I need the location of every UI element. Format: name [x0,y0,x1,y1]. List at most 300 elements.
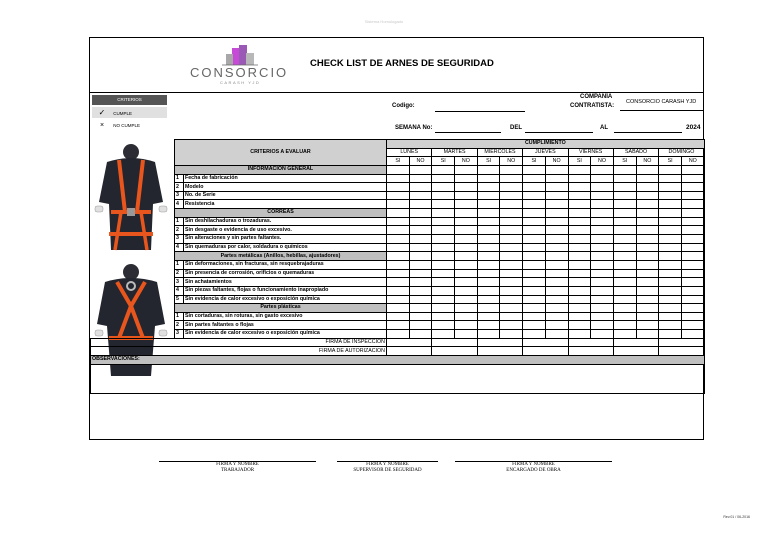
check-cell[interactable] [545,217,568,226]
check-cell[interactable] [545,165,568,174]
check-cell[interactable] [387,330,410,339]
check-cell[interactable] [613,278,636,287]
check-cell[interactable] [387,321,410,330]
check-cell[interactable] [545,304,568,313]
check-cell[interactable] [409,217,432,226]
check-cell[interactable] [681,269,704,278]
check-cell[interactable] [568,217,591,226]
check-cell[interactable] [636,269,659,278]
check-cell[interactable] [613,304,636,313]
check-cell[interactable] [613,174,636,183]
check-cell[interactable] [613,217,636,226]
check-cell[interactable] [681,165,704,174]
check-cell[interactable] [409,278,432,287]
check-cell[interactable] [568,269,591,278]
check-cell[interactable] [659,252,682,261]
check-cell[interactable] [659,278,682,287]
check-cell[interactable] [523,269,546,278]
check-cell[interactable] [568,191,591,200]
check-cell[interactable] [523,243,546,252]
check-cell[interactable] [477,226,500,235]
check-cell[interactable] [636,200,659,209]
check-cell[interactable] [387,165,410,174]
check-cell[interactable] [387,286,410,295]
check-cell[interactable] [500,295,523,304]
semana-field[interactable] [435,132,501,133]
check-cell[interactable] [432,304,455,313]
signature-cell[interactable] [432,338,477,347]
check-cell[interactable] [659,312,682,321]
signature-cell[interactable] [613,338,658,347]
check-cell[interactable] [477,321,500,330]
signature-cell[interactable] [568,347,613,356]
check-cell[interactable] [523,312,546,321]
check-cell[interactable] [455,183,478,192]
check-cell[interactable] [659,330,682,339]
check-cell[interactable] [523,217,546,226]
check-cell[interactable] [613,243,636,252]
check-cell[interactable] [681,183,704,192]
signature-cell[interactable] [477,347,522,356]
check-cell[interactable] [568,200,591,209]
check-cell[interactable] [659,209,682,218]
check-cell[interactable] [432,243,455,252]
check-cell[interactable] [568,165,591,174]
observaciones-field[interactable] [91,364,705,393]
check-cell[interactable] [681,226,704,235]
check-cell[interactable] [681,304,704,313]
check-cell[interactable] [455,286,478,295]
check-cell[interactable] [636,183,659,192]
check-cell[interactable] [523,174,546,183]
check-cell[interactable] [387,217,410,226]
check-cell[interactable] [477,269,500,278]
check-cell[interactable] [500,235,523,244]
check-cell[interactable] [477,286,500,295]
check-cell[interactable] [681,252,704,261]
check-cell[interactable] [409,252,432,261]
check-cell[interactable] [636,321,659,330]
check-cell[interactable] [432,321,455,330]
check-cell[interactable] [568,321,591,330]
check-cell[interactable] [568,226,591,235]
check-cell[interactable] [387,295,410,304]
check-cell[interactable] [523,286,546,295]
check-cell[interactable] [545,330,568,339]
check-cell[interactable] [681,243,704,252]
check-cell[interactable] [681,200,704,209]
check-cell[interactable] [387,269,410,278]
check-cell[interactable] [477,243,500,252]
check-cell[interactable] [523,183,546,192]
check-cell[interactable] [636,235,659,244]
check-cell[interactable] [500,260,523,269]
check-cell[interactable] [545,243,568,252]
check-cell[interactable] [613,286,636,295]
check-cell[interactable] [432,235,455,244]
check-cell[interactable] [591,312,614,321]
check-cell[interactable] [659,183,682,192]
check-cell[interactable] [432,252,455,261]
check-cell[interactable] [681,260,704,269]
check-cell[interactable] [523,226,546,235]
check-cell[interactable] [500,217,523,226]
check-cell[interactable] [591,191,614,200]
check-cell[interactable] [545,286,568,295]
check-cell[interactable] [568,312,591,321]
check-cell[interactable] [545,252,568,261]
check-cell[interactable] [613,295,636,304]
check-cell[interactable] [500,174,523,183]
check-cell[interactable] [432,174,455,183]
check-cell[interactable] [568,235,591,244]
check-cell[interactable] [387,209,410,218]
check-cell[interactable] [409,226,432,235]
check-cell[interactable] [477,217,500,226]
check-cell[interactable] [409,269,432,278]
check-cell[interactable] [455,304,478,313]
check-cell[interactable] [455,209,478,218]
check-cell[interactable] [477,295,500,304]
check-cell[interactable] [455,217,478,226]
check-cell[interactable] [523,304,546,313]
check-cell[interactable] [591,269,614,278]
check-cell[interactable] [613,252,636,261]
check-cell[interactable] [636,260,659,269]
check-cell[interactable] [636,312,659,321]
check-cell[interactable] [500,226,523,235]
check-cell[interactable] [477,330,500,339]
check-cell[interactable] [500,321,523,330]
check-cell[interactable] [409,321,432,330]
signature-cell[interactable] [523,347,568,356]
check-cell[interactable] [477,304,500,313]
check-cell[interactable] [409,243,432,252]
check-cell[interactable] [523,191,546,200]
check-cell[interactable] [591,165,614,174]
check-cell[interactable] [477,235,500,244]
check-cell[interactable] [636,295,659,304]
check-cell[interactable] [591,200,614,209]
check-cell[interactable] [681,217,704,226]
check-cell[interactable] [591,286,614,295]
check-cell[interactable] [613,200,636,209]
check-cell[interactable] [681,321,704,330]
check-cell[interactable] [568,295,591,304]
check-cell[interactable] [681,286,704,295]
signature-cell[interactable] [659,338,704,347]
check-cell[interactable] [613,260,636,269]
check-cell[interactable] [613,321,636,330]
check-cell[interactable] [591,226,614,235]
check-cell[interactable] [591,304,614,313]
check-cell[interactable] [545,191,568,200]
check-cell[interactable] [681,235,704,244]
check-cell[interactable] [455,260,478,269]
check-cell[interactable] [523,252,546,261]
signature-cell[interactable] [387,338,432,347]
check-cell[interactable] [591,183,614,192]
check-cell[interactable] [432,209,455,218]
check-cell[interactable] [432,200,455,209]
check-cell[interactable] [568,304,591,313]
check-cell[interactable] [500,286,523,295]
check-cell[interactable] [568,260,591,269]
check-cell[interactable] [545,260,568,269]
check-cell[interactable] [613,312,636,321]
check-cell[interactable] [636,304,659,313]
signature-cell[interactable] [659,347,704,356]
check-cell[interactable] [500,200,523,209]
check-cell[interactable] [613,269,636,278]
check-cell[interactable] [659,295,682,304]
check-cell[interactable] [387,260,410,269]
check-cell[interactable] [432,165,455,174]
check-cell[interactable] [477,312,500,321]
check-cell[interactable] [681,312,704,321]
check-cell[interactable] [432,312,455,321]
check-cell[interactable] [636,174,659,183]
check-cell[interactable] [409,174,432,183]
check-cell[interactable] [432,226,455,235]
check-cell[interactable] [591,278,614,287]
check-cell[interactable] [568,243,591,252]
check-cell[interactable] [613,183,636,192]
check-cell[interactable] [681,330,704,339]
check-cell[interactable] [477,191,500,200]
check-cell[interactable] [477,209,500,218]
check-cell[interactable] [432,269,455,278]
check-cell[interactable] [636,252,659,261]
check-cell[interactable] [591,209,614,218]
check-cell[interactable] [568,174,591,183]
check-cell[interactable] [523,209,546,218]
check-cell[interactable] [659,304,682,313]
header-note: Sistema Homologado [364,19,404,24]
check-cell[interactable] [500,278,523,287]
check-cell[interactable] [387,278,410,287]
check-cell[interactable] [500,191,523,200]
check-cell[interactable] [387,235,410,244]
check-cell[interactable] [477,183,500,192]
check-cell[interactable] [568,330,591,339]
check-cell[interactable] [613,330,636,339]
check-cell[interactable] [659,286,682,295]
check-cell[interactable] [636,209,659,218]
check-cell[interactable] [636,191,659,200]
check-cell[interactable] [636,165,659,174]
check-cell[interactable] [523,260,546,269]
signature-cell[interactable] [613,347,658,356]
check-cell[interactable] [387,243,410,252]
check-cell[interactable] [636,286,659,295]
check-cell[interactable] [545,321,568,330]
check-cell[interactable] [409,286,432,295]
check-cell[interactable] [659,260,682,269]
check-cell[interactable] [500,165,523,174]
check-cell[interactable] [659,191,682,200]
check-cell[interactable] [387,191,410,200]
check-cell[interactable] [477,260,500,269]
check-cell[interactable] [455,165,478,174]
check-cell[interactable] [545,312,568,321]
check-cell[interactable] [500,183,523,192]
check-cell[interactable] [636,278,659,287]
check-cell[interactable] [591,260,614,269]
check-cell[interactable] [432,286,455,295]
check-cell[interactable] [681,278,704,287]
check-cell[interactable] [455,252,478,261]
check-cell[interactable] [523,200,546,209]
check-cell[interactable] [659,269,682,278]
check-cell[interactable] [409,165,432,174]
signature-cell[interactable] [387,347,432,356]
check-cell[interactable] [409,191,432,200]
check-cell[interactable] [636,217,659,226]
check-cell[interactable] [409,295,432,304]
check-cell[interactable] [568,209,591,218]
check-cell[interactable] [477,252,500,261]
check-cell[interactable] [659,243,682,252]
check-cell[interactable] [455,269,478,278]
check-cell[interactable] [455,330,478,339]
check-cell[interactable] [681,295,704,304]
check-cell[interactable] [409,235,432,244]
check-cell[interactable] [432,260,455,269]
check-cell[interactable] [591,295,614,304]
check-cell[interactable] [455,191,478,200]
del-field[interactable] [525,132,593,133]
check-cell[interactable] [387,226,410,235]
check-cell[interactable] [409,200,432,209]
check-cell[interactable] [659,174,682,183]
check-cell[interactable] [523,235,546,244]
check-cell[interactable] [455,235,478,244]
check-cell[interactable] [568,183,591,192]
check-cell[interactable] [500,252,523,261]
check-cell[interactable] [659,165,682,174]
check-cell[interactable] [613,226,636,235]
check-cell[interactable] [387,304,410,313]
check-cell[interactable] [455,295,478,304]
check-cell[interactable] [477,278,500,287]
check-cell[interactable] [523,278,546,287]
codigo-field[interactable] [435,111,525,112]
check-cell[interactable] [432,183,455,192]
check-cell[interactable] [409,183,432,192]
check-cell[interactable] [477,165,500,174]
check-cell[interactable] [545,295,568,304]
check-cell[interactable] [455,200,478,209]
check-cell[interactable] [659,217,682,226]
check-cell[interactable] [659,235,682,244]
check-cell[interactable] [432,217,455,226]
check-cell[interactable] [432,295,455,304]
check-cell[interactable] [568,286,591,295]
check-cell[interactable] [545,174,568,183]
check-cell[interactable] [409,312,432,321]
check-cell[interactable] [387,252,410,261]
check-cell[interactable] [591,235,614,244]
signature-cell[interactable] [432,347,477,356]
check-cell[interactable] [387,312,410,321]
check-cell[interactable] [500,209,523,218]
check-cell[interactable] [500,304,523,313]
check-cell[interactable] [659,226,682,235]
check-cell[interactable] [636,330,659,339]
check-cell[interactable] [613,235,636,244]
check-cell[interactable] [477,174,500,183]
check-cell[interactable] [568,252,591,261]
check-cell[interactable] [409,330,432,339]
check-cell[interactable] [545,200,568,209]
check-cell[interactable] [500,330,523,339]
check-cell[interactable] [591,174,614,183]
check-cell[interactable] [545,183,568,192]
signature-cell[interactable] [477,338,522,347]
check-cell[interactable] [432,278,455,287]
check-cell[interactable] [568,278,591,287]
check-cell[interactable] [387,183,410,192]
check-cell[interactable] [659,321,682,330]
check-cell[interactable] [545,269,568,278]
check-cell[interactable] [387,200,410,209]
signature-cell[interactable] [568,338,613,347]
check-cell[interactable] [387,174,410,183]
check-cell[interactable] [591,252,614,261]
check-cell[interactable] [613,209,636,218]
check-cell[interactable] [681,191,704,200]
check-cell[interactable] [523,295,546,304]
signature-cell[interactable] [523,338,568,347]
check-cell[interactable] [455,226,478,235]
check-cell[interactable] [523,330,546,339]
check-cell[interactable] [636,243,659,252]
check-cell[interactable] [591,243,614,252]
check-cell[interactable] [591,321,614,330]
check-cell[interactable] [681,209,704,218]
check-cell[interactable] [500,269,523,278]
check-cell[interactable] [455,321,478,330]
al-field[interactable] [614,132,682,133]
check-cell[interactable] [455,312,478,321]
check-cell[interactable] [500,243,523,252]
check-cell[interactable] [409,209,432,218]
check-cell[interactable] [455,243,478,252]
check-cell[interactable] [613,165,636,174]
check-cell[interactable] [545,209,568,218]
check-cell[interactable] [659,200,682,209]
check-cell[interactable] [613,191,636,200]
check-cell[interactable] [455,174,478,183]
check-cell[interactable] [455,278,478,287]
check-cell[interactable] [523,165,546,174]
check-cell[interactable] [409,304,432,313]
check-cell[interactable] [545,235,568,244]
check-cell[interactable] [500,312,523,321]
check-cell[interactable] [523,321,546,330]
check-cell[interactable] [477,200,500,209]
check-cell[interactable] [636,226,659,235]
check-cell[interactable] [545,278,568,287]
check-cell[interactable] [432,330,455,339]
check-cell[interactable] [681,174,704,183]
check-cell[interactable] [591,217,614,226]
check-cell[interactable] [432,191,455,200]
check-cell[interactable] [545,226,568,235]
check-cell[interactable] [591,330,614,339]
check-cell[interactable] [409,260,432,269]
